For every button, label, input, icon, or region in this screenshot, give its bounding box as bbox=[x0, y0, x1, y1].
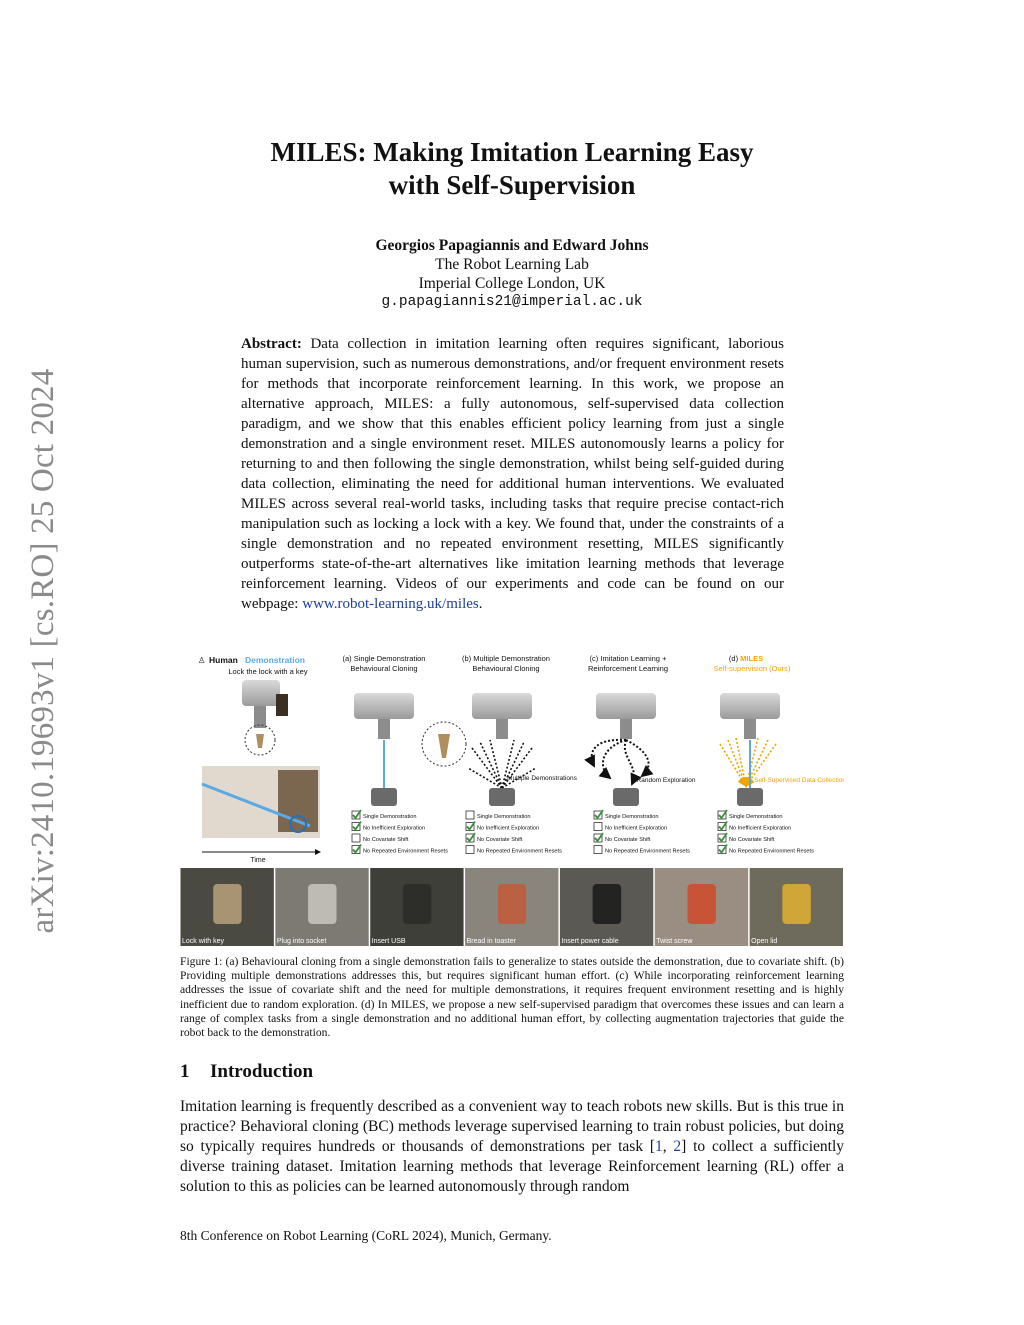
panel-b-lock bbox=[489, 788, 515, 806]
webpage-link[interactable]: www.robot-learning.uk/miles bbox=[302, 596, 479, 612]
robot-wrist bbox=[254, 706, 266, 728]
caption-label: Figure 1: bbox=[180, 955, 223, 968]
panel-d-robot bbox=[720, 693, 780, 719]
intro-sep: , bbox=[662, 1138, 674, 1155]
criterion-label: Single Demonstration bbox=[477, 814, 531, 820]
panel-a-wrist bbox=[378, 719, 390, 739]
task-object bbox=[782, 884, 810, 924]
task-object bbox=[403, 884, 431, 924]
human-word: Human bbox=[209, 655, 238, 665]
panel-b-multi-bc bbox=[462, 654, 578, 806]
task-photo-label: Open lid bbox=[751, 938, 778, 945]
citation-2[interactable]: 2 bbox=[673, 1138, 682, 1155]
panel-c-title-2: Reinforcement Learning bbox=[587, 664, 669, 673]
human-person-icon: ♙ bbox=[198, 655, 206, 665]
criterion-label: No Repeated Environment Resets bbox=[605, 848, 690, 855]
arxiv-sidebar-stamp: arXiv:2410.19693v1 [cs.RO] 25 Oct 2024 bbox=[25, 368, 61, 934]
criterion-label: Single Demonstration bbox=[605, 814, 659, 820]
panel-a-title-1: (a) Single Demonstration bbox=[342, 654, 426, 663]
intro-text-2: ] to collect a sufficiently diverse training dataset. Imitation learning methods that leverage Reinforcement learning (RL) offer a solution to this as policies can be learned autonomously through random bbox=[180, 1138, 845, 1195]
panel-d-miles bbox=[714, 654, 844, 806]
task-photo-label: Lock with key bbox=[182, 938, 225, 945]
panel-b-title-1: (b) Multiple Demonstration bbox=[462, 654, 550, 663]
criterion-label: No Repeated Environment Resets bbox=[477, 848, 562, 855]
panel-d-note: Self-Supervised Data Collection bbox=[754, 777, 844, 784]
panel-d-wrist bbox=[744, 719, 756, 739]
panel-d-lock bbox=[737, 788, 763, 806]
section-heading bbox=[180, 1061, 313, 1083]
figure-1 bbox=[180, 648, 844, 948]
task-photo-label: Plug into socket bbox=[276, 938, 327, 945]
criterion-label: No Inefficient Exploration bbox=[729, 825, 792, 832]
figure-1-graphic bbox=[180, 648, 844, 948]
task-object bbox=[213, 884, 241, 924]
criterion-label: No Inefficient Exploration bbox=[363, 825, 426, 832]
panel-c-robot bbox=[596, 693, 656, 719]
task-photo-label: Insert USB bbox=[371, 938, 406, 945]
task-photo-label: Twist screw bbox=[656, 938, 693, 945]
task-photo-label: Insert power cable bbox=[561, 938, 619, 945]
demonstration-word: Demonstration bbox=[245, 655, 305, 665]
panel-c-lock bbox=[613, 788, 639, 806]
author-block bbox=[180, 236, 844, 312]
task-object bbox=[498, 884, 526, 924]
author-email[interactable]: g.papagiannis21@imperial.ac.uk bbox=[381, 294, 643, 310]
robot-camera bbox=[276, 694, 288, 716]
checkbox bbox=[466, 811, 474, 819]
demo-subtitle: Lock the lock with a key bbox=[228, 667, 308, 676]
panel-d-miles-word: MILES bbox=[740, 654, 764, 663]
panel-d-prefix: (d) bbox=[728, 654, 741, 663]
panel-c-il-rl bbox=[588, 654, 696, 806]
section-number: 1 bbox=[180, 1061, 190, 1082]
figure-caption bbox=[180, 955, 844, 1040]
panel-b-wrist bbox=[496, 719, 508, 739]
panel-b-robot bbox=[472, 693, 532, 719]
panel-c-title-1: (c) Imitation Learning + bbox=[589, 654, 667, 663]
panel-c-wrist bbox=[620, 719, 632, 739]
panel-a-lock bbox=[371, 788, 397, 806]
author-institution: Imperial College London, UK bbox=[418, 275, 606, 292]
criterion-label: No Inefficient Exploration bbox=[605, 825, 668, 832]
task-object bbox=[687, 884, 715, 924]
abstract-end: . bbox=[478, 596, 483, 612]
criterion-label: No Covariate Shift bbox=[729, 837, 775, 843]
criterion-label: No Inefficient Exploration bbox=[477, 825, 540, 832]
panel-c-note: Random Exploration bbox=[636, 777, 696, 784]
author-lab: The Robot Learning Lab bbox=[435, 256, 589, 273]
author-names: Georgios Papagiannis and Edward Johns bbox=[375, 237, 649, 254]
criterion-label: No Covariate Shift bbox=[477, 837, 523, 843]
panel-b-note: Multiple Demonstrations bbox=[507, 775, 577, 782]
citation-1[interactable]: 1 bbox=[655, 1138, 663, 1155]
conference-footer: 8th Conference on Robot Learning (CoRL 2024), Munich, Germany. bbox=[180, 1228, 552, 1243]
criterion-label: No Covariate Shift bbox=[363, 837, 409, 843]
abstract-label: Abstract: bbox=[241, 336, 302, 352]
abstract bbox=[241, 334, 784, 614]
checkbox bbox=[594, 823, 602, 831]
time-label: Time bbox=[250, 857, 266, 864]
criterion-label: Single Demonstration bbox=[729, 814, 783, 820]
checkbox bbox=[466, 846, 474, 854]
panel-d-title-1 bbox=[729, 654, 763, 663]
panel-a-single-bc bbox=[343, 654, 466, 806]
panel-a-key bbox=[438, 734, 450, 758]
task-photo-strip bbox=[181, 868, 844, 946]
panel-a-robot bbox=[354, 693, 414, 719]
criteria-checklists bbox=[352, 810, 814, 855]
task-photo-label: Bread in toaster bbox=[466, 938, 516, 945]
intro-text-1: Imitation learning is frequently described as a convenient way to teach robots new skills. But is this true in practice? Behavioral cloning (BC) methods leverage supervised learning to train robust policies, but doing so typically requires hundreds or thousands of demonstrations per task [ bbox=[180, 1098, 844, 1155]
intro-paragraph bbox=[180, 1097, 844, 1197]
task-object bbox=[593, 884, 621, 924]
section-title: Introduction bbox=[210, 1061, 314, 1082]
abstract-text: Data collection in imitation learning often requires significant, laborious human supervision, such as numerous demonstrations, and/or frequent environment resets for methods that incorporate reinforcement learning. In this work, we propose an alternative approach, MILES: a fully autonomous, self-supervised data collection paradigm, and we show that this enables efficient policy learning from just a single demonstration and a single environment reset. MILES autonomously learns a policy for returning to and then following the single demonstration, whilst being self-guided during data collection, eliminating the need for additional human interventions. We evaluated MILES across several real-world tasks, including tasks that require precise contact-rich manipulation such as locking a lock with a key. We found that, under the constraints of a single demonstration and no repeated environment resetting, MILES significantly outperforms state-of-the-art alternatives like imitation learning methods that leverage reinforcement learning. Videos of our experiments and code can be found on our webpage: bbox=[241, 336, 784, 612]
caption-text: (a) Behavioural cloning from a single demonstration fails to generalize to states outside the demonstration, due to covariate shift. (b) Providing multiple demonstrations addresses this, but requires significant human effort. (c) While incorporating reinforcement learning addresses the issue of covariate shift and the need for multiple demonstrations, it requires frequent environment resetting and is highly inefficient due to random exploration. (d) In MILES, we propose a new self-supervised paradigm that overcomes these issues and can learn a range of complex tasks from a single demonstration and no additional human effort, by collecting augmentation trajectories that guide the robot back to the demonstration. bbox=[180, 955, 844, 1040]
criterion-label: Single Demonstration bbox=[363, 814, 417, 820]
checkbox bbox=[594, 846, 602, 854]
panel-a-title-2: Behavioural Cloning bbox=[350, 664, 418, 673]
human-demo-panel bbox=[198, 655, 320, 864]
task-object bbox=[308, 884, 336, 924]
panel-b-title-2: Behavioural Cloning bbox=[472, 664, 540, 673]
key-zoom bbox=[256, 734, 264, 748]
checkbox bbox=[352, 834, 360, 842]
paper-title bbox=[180, 136, 844, 202]
robot-arm-body bbox=[242, 680, 280, 706]
criterion-label: No Repeated Environment Resets bbox=[729, 848, 814, 855]
title-line-2: with Self-Supervision bbox=[388, 170, 636, 200]
criterion-label: No Covariate Shift bbox=[605, 837, 651, 843]
title-line-1: MILES: Making Imitation Learning Easy bbox=[270, 137, 754, 167]
criterion-label: No Repeated Environment Resets bbox=[363, 848, 448, 855]
panel-d-title-2: Self-supervision (Ours) bbox=[713, 664, 791, 673]
